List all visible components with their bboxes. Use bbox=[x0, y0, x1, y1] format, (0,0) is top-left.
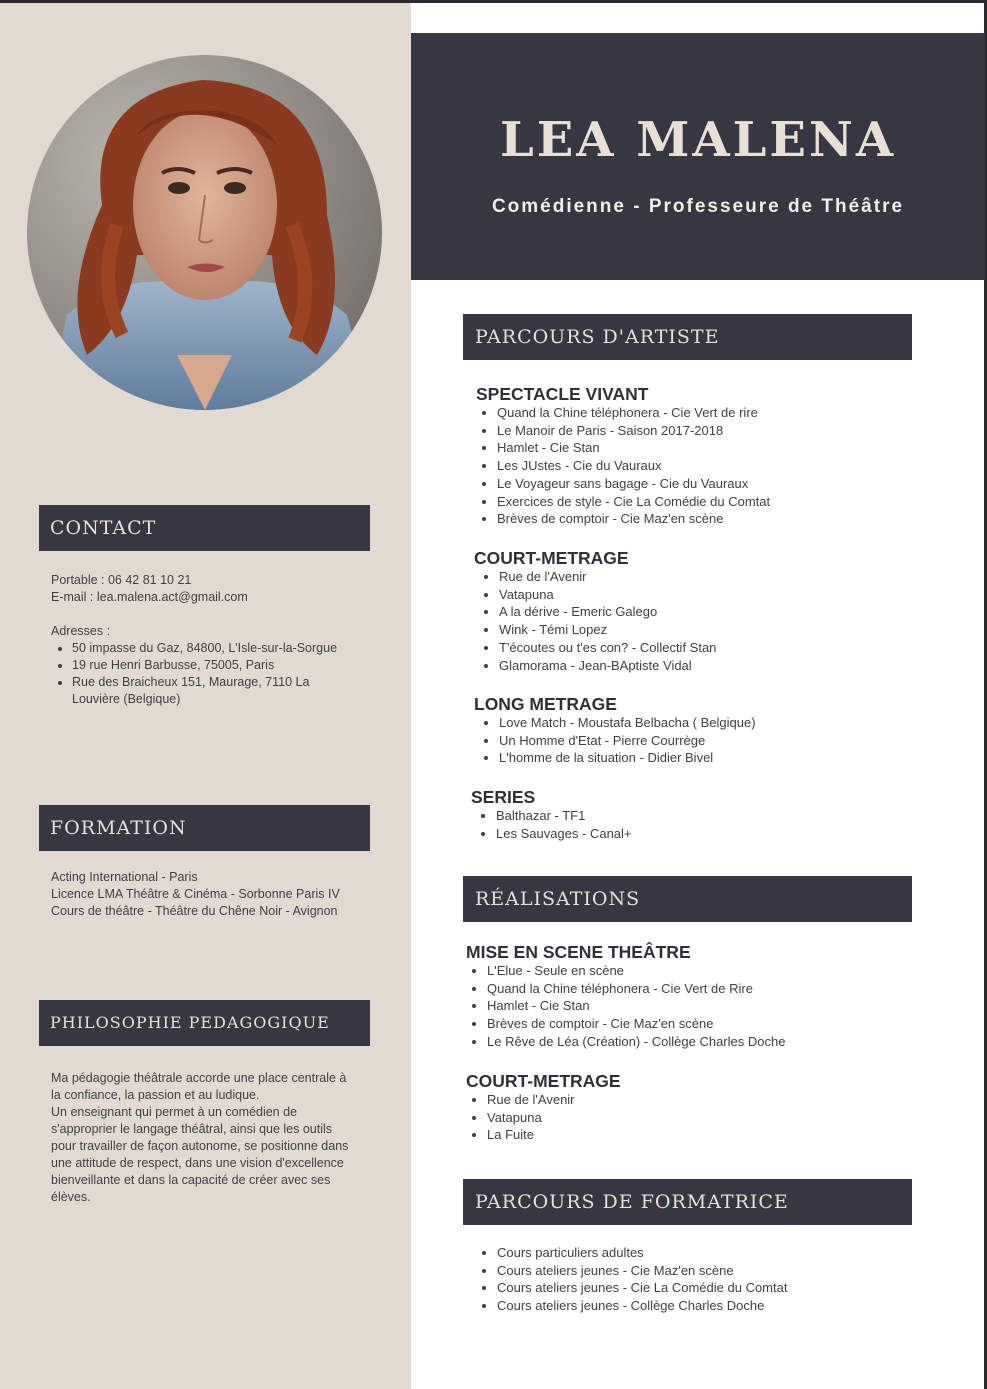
spectacle-section bbox=[476, 384, 916, 528]
philosophy-paragraph: Ma pédagogie théâtrale accorde une place centrale à la confiance, la passion et au ludique. bbox=[51, 1071, 347, 1102]
directing-short-list bbox=[466, 1091, 906, 1144]
feature-film-list bbox=[474, 714, 914, 767]
list-item: • L'homme de la situation - Didier Bivel bbox=[499, 749, 914, 767]
philosophy-heading: PHILOSOPHIE PEDAGOGIQUE bbox=[39, 1000, 370, 1046]
spectacle-title: SPECTACLE VIVANT bbox=[476, 384, 649, 404]
directing-list bbox=[466, 962, 906, 1051]
directing-short-section bbox=[466, 1071, 906, 1144]
list-item: • Brèves de comptoir - Cie Maz'en scène bbox=[497, 510, 916, 528]
trainer-section bbox=[476, 1244, 916, 1315]
list-item: • Les JUstes - Cie du Vauraux bbox=[497, 457, 916, 475]
list-item: • Brèves de comptoir - Cie Maz'en scène bbox=[487, 1015, 906, 1033]
short-film-title: COURT-METRAGE bbox=[474, 548, 629, 568]
list-item: • Hamlet - Cie Stan bbox=[497, 439, 916, 457]
realisations-heading: RÉALISATIONS bbox=[463, 876, 912, 922]
series-title: SERIES bbox=[471, 787, 536, 807]
list-item: • L'Elue - Seule en scène bbox=[487, 962, 906, 980]
formation-item: Acting International - Paris bbox=[51, 870, 198, 884]
list-item: • T'écoutes ou t'es con? - Collectif Stan bbox=[499, 639, 914, 657]
contact-heading: CONTACT bbox=[39, 505, 370, 551]
formation-item: Licence LMA Théâtre & Cinéma - Sorbonne Paris IV bbox=[51, 887, 340, 901]
list-item: • Vatapuna bbox=[499, 586, 914, 604]
list-item: • Glamorama - Jean-BAptiste Vidal bbox=[499, 657, 914, 675]
short-film-list bbox=[474, 568, 914, 674]
list-item: • Rue de l'Avenir bbox=[487, 1091, 906, 1109]
philosophy-text bbox=[51, 1070, 356, 1206]
address-list bbox=[51, 640, 361, 708]
list-item: • La Fuite bbox=[487, 1126, 906, 1144]
artist-heading: PARCOURS D'ARTISTE bbox=[463, 314, 912, 360]
address-item: • Rue des Braicheux 151, Maurage, 7110 La Louvière (Belgique) bbox=[72, 674, 361, 708]
list-item: • Rue de l'Avenir bbox=[499, 568, 914, 586]
series-section bbox=[471, 787, 911, 842]
list-item: • Le Voyageur sans bagage - Cie du Vauraux bbox=[497, 475, 916, 493]
list-item: • Love Match - Moustafa Belbacha ( Belgique) bbox=[499, 714, 914, 732]
contact-phone: Portable : 06 42 81 10 21 bbox=[51, 573, 192, 587]
spectacle-list bbox=[476, 404, 916, 528]
list-item: • Exercices de style - Cie La Comédie du Comtat bbox=[497, 493, 916, 511]
list-item: • Hamlet - Cie Stan bbox=[487, 997, 906, 1015]
list-item: • Cours ateliers jeunes - Collège Charles Doche bbox=[497, 1297, 916, 1315]
list-item: • Le Rêve de Léa (Création) - Collège Charles Doche bbox=[487, 1033, 906, 1051]
contact-email: E-mail : lea.malena.act@gmail.com bbox=[51, 590, 248, 604]
list-item: • Le Manoir de Paris - Saison 2017-2018 bbox=[497, 422, 916, 440]
list-item: • Quand la Chine téléphonera - Cie Vert de Rire bbox=[487, 980, 906, 998]
list-item: • Un Homme d'Etat - Pierre Courrège bbox=[499, 732, 914, 750]
formation-list bbox=[51, 869, 361, 920]
address-item: • 19 rue Henri Barbusse, 75005, Paris bbox=[72, 657, 361, 674]
contact-details bbox=[51, 572, 361, 708]
feature-film-section bbox=[474, 694, 914, 767]
list-item: • Vatapuna bbox=[487, 1109, 906, 1127]
directing-title: MISE EN SCENE THEÂTRE bbox=[466, 942, 691, 962]
short-film-section bbox=[474, 548, 914, 674]
person-name: LEA MALENA bbox=[499, 112, 897, 168]
list-item: • Quand la Chine téléphonera - Cie Vert de rire bbox=[497, 404, 916, 422]
address-item: • 50 impasse du Gaz, 84800, L'Isle-sur-la-Sorgue bbox=[72, 640, 361, 657]
trainer-heading: PARCOURS DE FORMATRICE bbox=[463, 1179, 912, 1225]
list-item: • Cours particuliers adultes bbox=[497, 1244, 916, 1262]
addresses-label: Adresses : bbox=[51, 624, 111, 638]
list-item: • A la dérive - Emeric Galego bbox=[499, 603, 914, 621]
list-item: • Balthazar - TF1 bbox=[496, 807, 911, 825]
list-item: • Cours ateliers jeunes - Cie La Comédie du Comtat bbox=[497, 1279, 916, 1297]
list-item: • Les Sauvages - Canal+ bbox=[496, 825, 911, 843]
list-item: • Cours ateliers jeunes - Cie Maz'en scène bbox=[497, 1262, 916, 1280]
feature-film-title: LONG METRAGE bbox=[474, 694, 617, 714]
trainer-list bbox=[476, 1244, 916, 1315]
person-title: Comédienne - Professeure de Théâtre bbox=[491, 196, 905, 217]
philosophy-paragraph: Un enseignant qui permet à un comédien de s'approprier le langage théâtral, ainsi que les outils pour travailler de façon autonome, se positionne dans une attitude de respect, dans une vision d'excellence bienveillante et dans la capacité de créer avec ses élèves. bbox=[51, 1105, 349, 1204]
list-item: • Wink - Témi Lopez bbox=[499, 621, 914, 639]
directing-short-title: COURT-METRAGE bbox=[466, 1071, 621, 1091]
formation-item: Cours de théâtre - Théâtre du Chêne Noir - Avignon bbox=[51, 904, 338, 918]
header-band bbox=[411, 33, 985, 280]
formation-heading: FORMATION bbox=[39, 805, 370, 851]
profile-photo bbox=[27, 55, 382, 410]
directing-section bbox=[466, 942, 906, 1051]
series-list bbox=[471, 807, 911, 842]
